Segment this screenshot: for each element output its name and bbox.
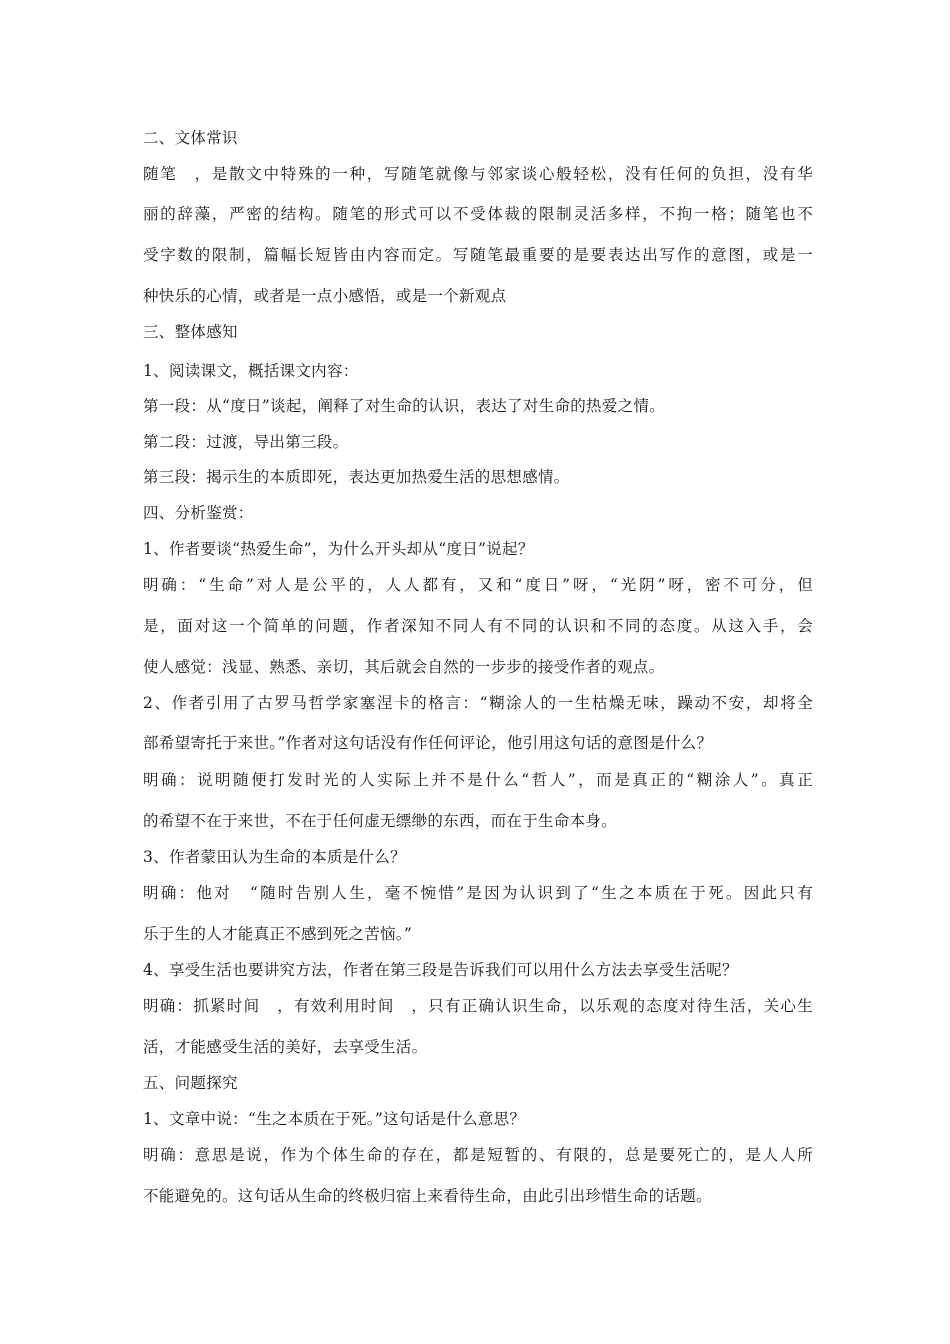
- paragraph-line: 种快乐的心情，或者是一点小感悟，或是一个新观点: [143, 287, 507, 305]
- answer-line: 的希望不在于来世，不在于任何虚无缥缈的东西，而在于生命本身。: [143, 812, 618, 830]
- question-line: 4、享受生活也要讲究方法，作者在第三段是告诉我们可以用什么方法去享受生活呢？: [143, 961, 738, 979]
- question-line: 2、作者引用了古罗马哲学家塞涅卡的格言：“糊涂人的一生枯燥无味，躁动不安，却将全: [143, 694, 813, 712]
- paragraph-line: 受字数的限制，篇幅长短皆由内容而定。写随笔最重要的是要表达出写作的意图，或是一: [143, 246, 813, 264]
- question-line: 部希望寄托于来世。”作者对这句话没有作任何评论，他引用这句话的意图是什么？: [143, 734, 713, 752]
- question-line: 1、文章中说：“生之本质在于死。”这句话是什么意思？: [143, 1110, 526, 1128]
- question-line: 1、作者要谈“热爱生命”，为什么开头却从“度日”说起？: [143, 540, 534, 558]
- paragraph-line: 第三段：揭示生的本质即死，表达更加热爱生活的思想感情。: [143, 468, 570, 486]
- answer-line: 明确：“生命”对人是公平的，人人都有，又和“度日”呀，“光阴”呀，密不可分，但: [143, 576, 813, 594]
- paragraph-line: 丽的辞藻，严密的结构。随笔的形式可以不受体裁的限制灵活多样，不拘一格；随笔也不: [143, 205, 813, 223]
- answer-line: 明确：抓紧时间 ，有效利用时间 ，只有正确认识生命，以乐观的态度对待生活，关心生: [143, 997, 813, 1015]
- answer-line: 乐于生的人才能真正不感到死之苦恼。”: [143, 925, 413, 943]
- section-heading-analysis: 四、分析鉴赏：: [143, 504, 254, 522]
- answer-line: 明确：说明随便打发时光的人实际上并不是什么“哲人”，而是真正的“糊涂人”。真正: [143, 771, 813, 789]
- answer-line: 明确：意思是说，作为个体生命的存在，都是短暂的、有限的，总是要死亡的，是人人所: [143, 1146, 813, 1164]
- paragraph-line: 随笔 ，是散文中特殊的一种，写随笔就像与邻家谈心般轻松，没有任何的负担，没有华: [143, 165, 813, 183]
- answer-line: 不能避免的。这句话从生命的终极归宿上来看待生命，由此引出珍惜生命的话题。: [143, 1187, 712, 1205]
- section-heading-overview: 三、整体感知: [143, 323, 238, 341]
- answer-line: 是，面对这一个简单的问题，作者深知不同人有不同的认识和不同的态度。从这入手，会: [143, 617, 813, 635]
- question-line: 1、阅读课文，概括课文内容：: [143, 362, 359, 380]
- paragraph-line: 第一段：从“度日”谈起，阐释了对生命的认识，表达了对生命的热爱之情。: [143, 397, 666, 415]
- section-heading-genre: 二、文体常识: [143, 129, 238, 147]
- question-line: 3、作者蒙田认为生命的本质是什么？: [143, 848, 406, 866]
- section-heading-inquiry: 五、问题探究: [143, 1074, 238, 1092]
- answer-line: 使人感觉：浅显、熟悉、亲切，其后就会自然的一步步的接受作者的观点。: [143, 658, 665, 676]
- answer-line: 明确：他对 “随时告别人生，毫不惋惜”是因为认识到了“生之本质在于死。因此只有: [143, 884, 813, 902]
- answer-line: 活，才能感受生活的美好，去享受生活。: [143, 1038, 428, 1056]
- paragraph-line: 第二段：过渡，导出第三段。: [143, 433, 349, 451]
